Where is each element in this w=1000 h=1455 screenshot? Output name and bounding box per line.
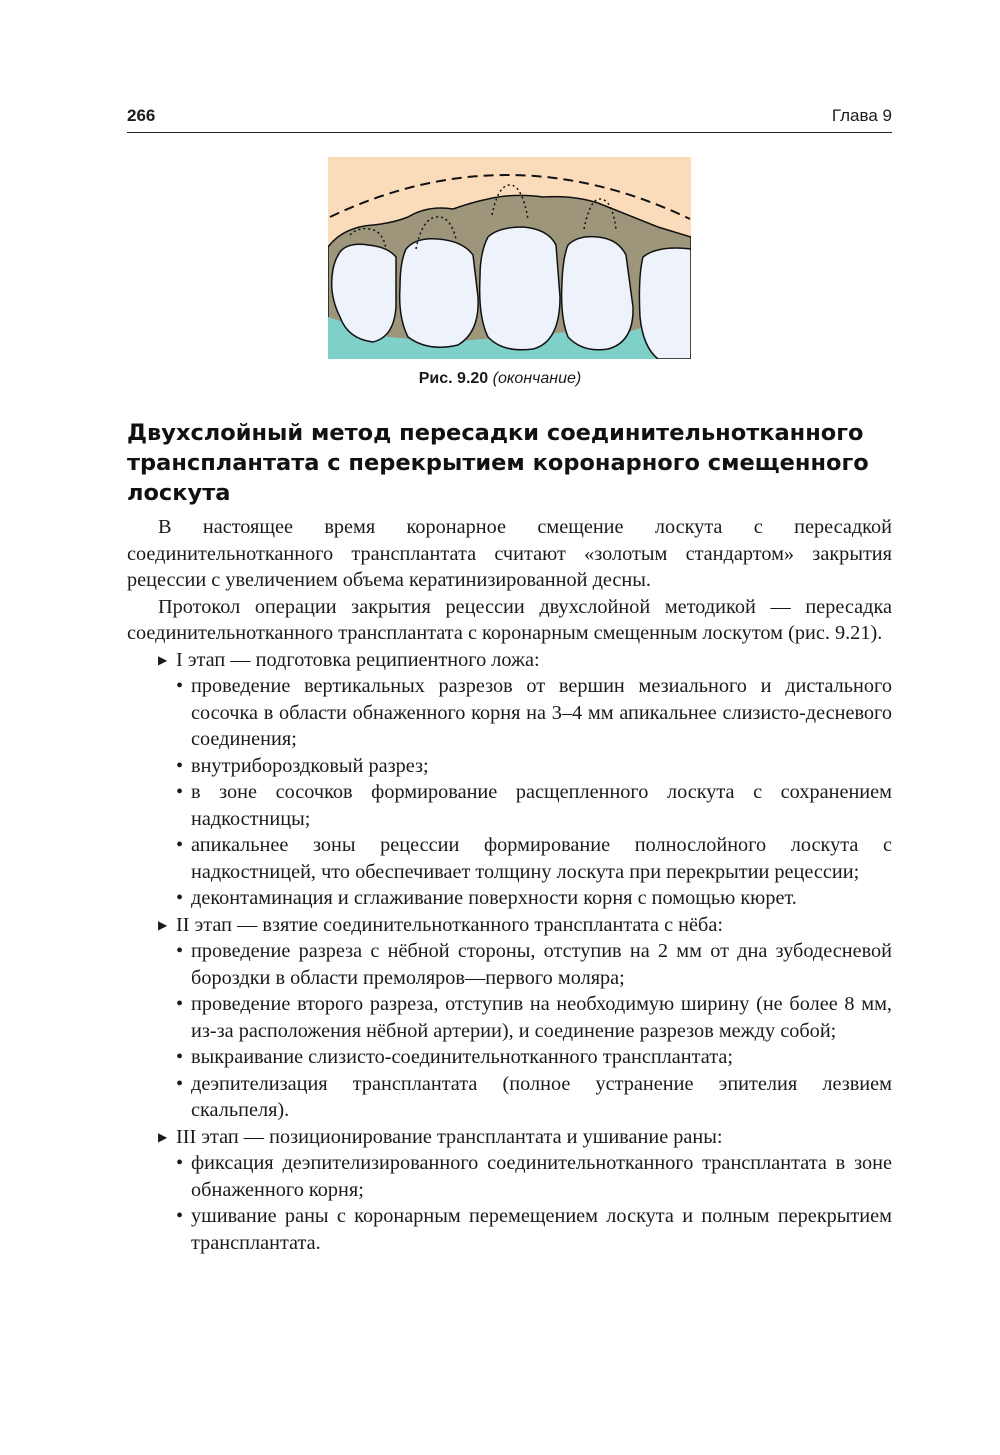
list-item: • проведение вертикальных разрезов от вершин мезиального и дистального сосочка в области обнаженного корня на 3–4 мм апикальнее слизисто-десневого соединения;: [176, 675, 892, 750]
tooth-4: [562, 237, 633, 350]
caption-label: Рис. 9.20: [418, 370, 489, 387]
stage-2-title: ▶ II этап — взятие соединительнотканного трансплантата с нёба:: [127, 912, 892, 939]
list-item: • в зоне сосочков формирование расщепленного лоскута с сохранением надкостницы;: [176, 781, 892, 830]
list-item: • проведение разреза с нёбной стороны, отступив на 2 мм от дна зубодесневой бороздки в области премоляров—первого моляра;: [176, 940, 892, 989]
list-item: • деэпителизация трансплантата (полное устранение эпителия лезвием скальпеля).: [176, 1072, 892, 1121]
triangle-bullet-icon: ▶: [158, 1129, 168, 1144]
caption-note: (окончание): [492, 370, 582, 387]
body-text: [127, 514, 892, 1256]
stage-3-title: ▶ III этап — позиционирование трансплантата и ушивание раны:: [127, 1124, 892, 1151]
figure-caption: [0, 370, 1000, 388]
list-item: • выкраивание слизисто-соединительнотканного трансплантата;: [176, 1046, 733, 1068]
page-header: [127, 104, 892, 133]
paragraph-intro: В настоящее время коронарное смещение лоскута с пересадкой соединительнотканного трансплантата считают «золотым стандартом» закрытия рецессии с увеличением объема кератинизированной десны.: [127, 516, 892, 591]
triangle-bullet-icon: ▶: [158, 917, 168, 932]
teeth-illustration: [328, 157, 691, 359]
list-item: • ушивание раны с коронарным перемещением лоскута и полным перекрытием трансплантата.: [176, 1205, 892, 1254]
paragraph-protocol: Протокол операции закрытия рецессии двухслойной методикой — пересадка соединительнотканного трансплантата с коронарным смещенным лоскутом (рис. 9.21).: [127, 595, 892, 644]
tooth-5: [639, 248, 691, 359]
chapter-label: Глава 9: [831, 106, 892, 125]
stage-1-title: ▶ I этап — подготовка реципиентного ложа:: [127, 647, 892, 674]
stage-2-list: [127, 938, 892, 1124]
tooth-3: [480, 227, 560, 350]
tooth-2: [400, 239, 479, 348]
triangle-bullet-icon: ▶: [158, 652, 168, 667]
section-title: Двухслойный метод пересадки соединительнотканного трансплантата с перекрытием коронарного смещенного лоскута: [127, 420, 869, 506]
stage-1-list: [127, 673, 892, 912]
list-item: • фиксация деэпителизированного соединительнотканного трансплантата в зоне обнаженного корня;: [176, 1152, 892, 1201]
list-item: • апикальнее зоны рецессии формирование полнослойного лоскута с надкостницей, что обеспечивает толщину лоскута при перекрытии рецессии;: [176, 834, 892, 883]
page-number: 266: [127, 106, 156, 125]
list-item: • внутрибороздковый разрез;: [176, 754, 429, 777]
list-item: • проведение второго разреза, отступив на необходимую ширину (не более 8 мм, из-за расположения нёбной артерии), и соединение разрезов между собой;: [176, 993, 892, 1042]
list-item: • деконтаминация и сглаживание поверхности корня с помощью кюрет.: [176, 887, 797, 909]
stage-3-list: [127, 1150, 892, 1256]
